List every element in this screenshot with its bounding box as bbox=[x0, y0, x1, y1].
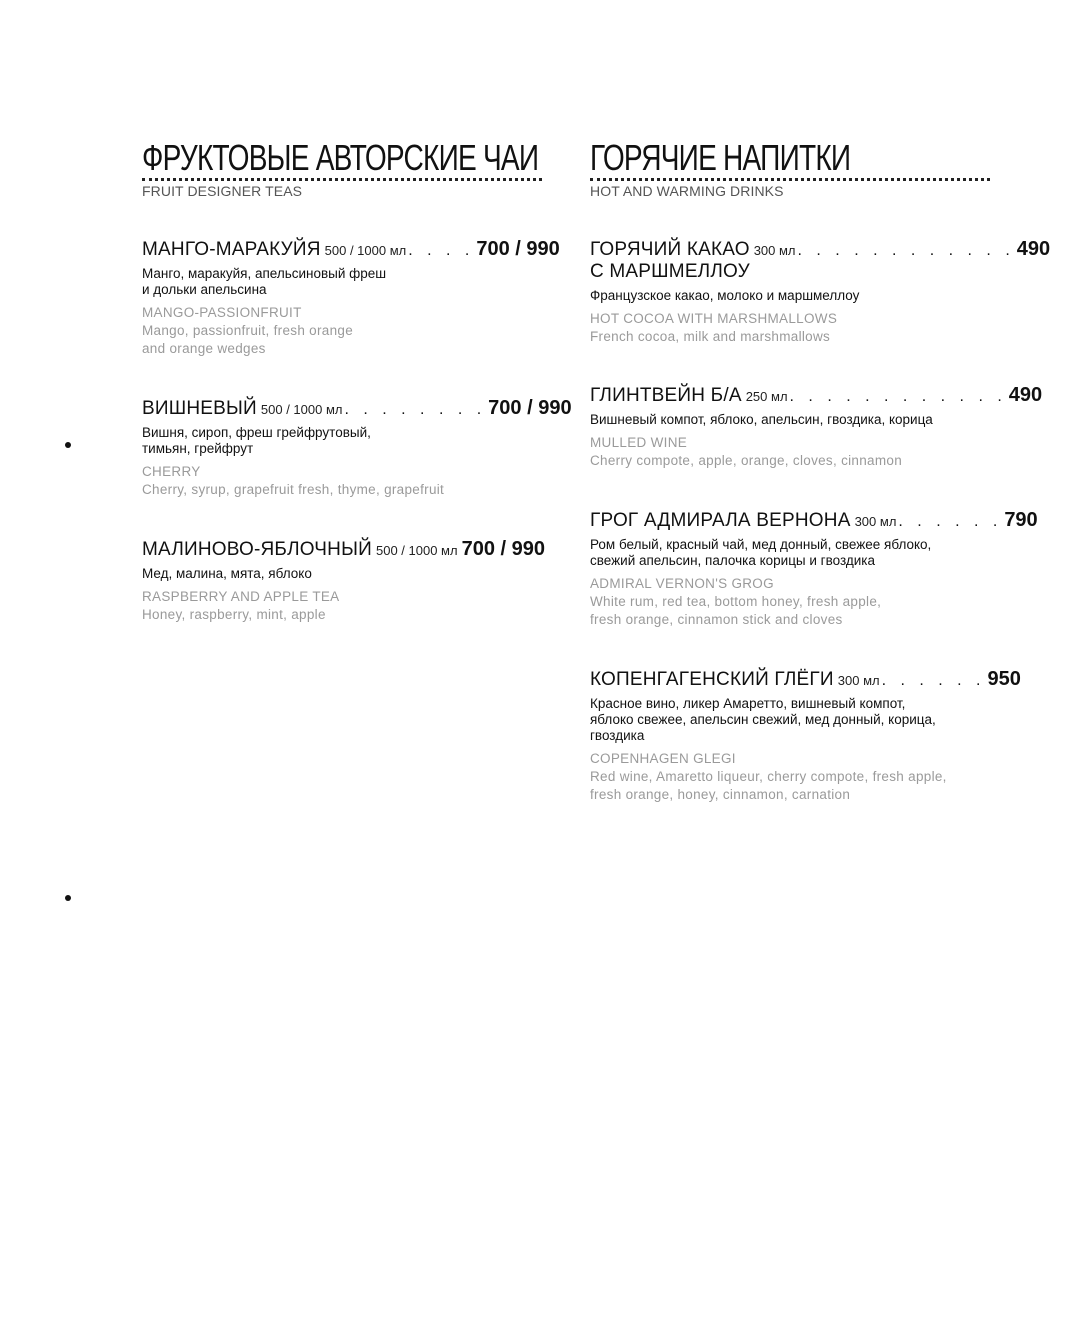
menu-item-header bbox=[590, 384, 1043, 407]
dot-leader: . . . . . . bbox=[898, 513, 1003, 530]
menu-item-volume: 300 мл bbox=[837, 673, 880, 688]
menu-item-english-name: MULLED WINE bbox=[590, 435, 688, 450]
description-line: Красное вино, ликер Амаретто, вишневый компот, bbox=[590, 696, 906, 711]
menu-item-english-name: ADMIRAL VERNON'S GROG bbox=[590, 576, 774, 591]
menu-item-name: МАЛИНОВО-ЯБЛОЧНЫЙ bbox=[142, 539, 372, 560]
menu-item-english-name: CHERRY bbox=[142, 464, 201, 479]
menu-item-price: 950 bbox=[987, 668, 1021, 690]
menu-item-name: ГОРЯЧИЙ КАКАО bbox=[590, 239, 750, 260]
description-line: Манго, маракуйя, апельсиновый фреш bbox=[142, 266, 387, 281]
menu-item-price: 700 / 990 bbox=[488, 397, 572, 419]
section-subtitle: FRUIT DESIGNER TEAS bbox=[142, 183, 303, 199]
description-line: Вишневый компот, яблоко, апельсин, гвоздика, корица bbox=[590, 412, 933, 427]
description-line: яблоко свежее, апельсин свежий, мед донный, корица, bbox=[590, 712, 936, 727]
dot-leader: . . . . . . . . bbox=[344, 401, 487, 418]
menu-item-name: ГЛИНТВЕЙН Б/А bbox=[590, 385, 742, 406]
menu-item-volume: 250 мл bbox=[745, 389, 788, 404]
menu-item-description bbox=[142, 566, 545, 582]
menu-item-name-continued: С МАРШМЕЛЛОУ bbox=[590, 261, 750, 282]
dotted-divider bbox=[142, 178, 542, 181]
menu-item-description bbox=[590, 412, 993, 428]
menu-item-description bbox=[590, 537, 993, 569]
menu-item bbox=[142, 538, 545, 624]
dotted-divider bbox=[590, 178, 990, 181]
menu-item bbox=[590, 384, 1043, 470]
menu-item-english-description bbox=[142, 322, 545, 358]
menu-item-header bbox=[590, 238, 1051, 261]
dot-leader: . . . . . . . . . . . . bbox=[789, 388, 1007, 405]
english-line: Red wine, Amaretto liqueur, cherry compote, fresh apple, bbox=[590, 769, 947, 784]
hot-drinks-section bbox=[590, 137, 1051, 802]
dot-leader: . . . . . . . . . . . . bbox=[797, 242, 1015, 259]
english-line: Honey, raspberry, mint, apple bbox=[142, 607, 326, 622]
menu-item-price: 490 bbox=[1016, 238, 1051, 260]
dot-leader: . . . . bbox=[408, 242, 475, 259]
english-line: Cherry, syrup, grapefruit fresh, thyme, grapefruit bbox=[142, 482, 445, 497]
section-title: ФРУКТОВЫЕ АВТОРСКИЕ ЧАИ bbox=[142, 137, 539, 178]
menu-item-english-name: HOT COCOA WITH MARSHMALLOWS bbox=[590, 311, 838, 326]
menu-item-header bbox=[590, 509, 1038, 532]
menu-item bbox=[590, 509, 1038, 629]
english-line: Cherry compote, apple, orange, cloves, cinnamon bbox=[590, 453, 903, 468]
menu-item-english-description bbox=[142, 481, 545, 499]
menu-item bbox=[590, 238, 1051, 346]
description-line: гвоздика bbox=[590, 728, 645, 743]
description-line: и дольки апельсина bbox=[142, 282, 267, 297]
menu-item-description bbox=[590, 696, 993, 744]
menu-item-english-description bbox=[590, 452, 993, 470]
english-line: White rum, red tea, bottom honey, fresh apple, bbox=[590, 594, 882, 609]
menu-item-price: 490 bbox=[1008, 384, 1043, 406]
menu-item bbox=[590, 668, 1021, 804]
fruit-teas-section bbox=[142, 137, 572, 622]
menu-item-price: 790 bbox=[1004, 509, 1038, 531]
menu-item bbox=[142, 238, 560, 358]
description-line: Вишня, сироп, фреш грейфрутовый, bbox=[142, 425, 371, 440]
description-line: Ром белый, красный чай, мед донный, свежее яблоко, bbox=[590, 537, 932, 552]
menu-item-description bbox=[142, 266, 545, 298]
english-line: French cocoa, milk and marshmallows bbox=[590, 329, 831, 344]
description-line: Мед, малина, мята, яблоко bbox=[142, 566, 312, 581]
dot-leader: . . . . . . bbox=[881, 672, 986, 689]
menu-item-english-name: MANGO-PASSIONFRUIT bbox=[142, 305, 302, 320]
menu-item-header bbox=[142, 538, 545, 561]
menu-item-volume: 500 / 1000 мл bbox=[375, 543, 458, 558]
menu-item-name: ВИШНЕВЫЙ bbox=[142, 398, 257, 419]
menu-item-english-description bbox=[590, 593, 993, 629]
menu-item-english-name: RASPBERRY AND APPLE TEA bbox=[142, 589, 340, 604]
menu-item-name: МАНГО-МАРАКУЙЯ bbox=[142, 239, 321, 260]
english-line: Mango, passionfruit, fresh orange bbox=[142, 323, 354, 338]
menu-item-name: ГРОГ АДМИРАЛА ВЕРНОНА bbox=[590, 510, 851, 531]
section-subtitle: HOT AND WARMING DRINKS bbox=[590, 183, 784, 199]
menu-item-price: 700 / 990 bbox=[476, 238, 560, 260]
menu-item-volume: 500 / 1000 мл bbox=[260, 402, 343, 417]
menu-item-description bbox=[142, 425, 545, 457]
menu-item-header bbox=[590, 668, 1021, 691]
english-line: and orange wedges bbox=[142, 341, 266, 356]
menu-item-price: 700 / 990 bbox=[461, 538, 545, 560]
menu-item-english-description bbox=[142, 606, 545, 624]
menu-item-description bbox=[590, 288, 993, 304]
menu-item-volume: 500 / 1000 мл bbox=[324, 243, 407, 258]
english-line: fresh orange, honey, cinnamon, carnation bbox=[590, 787, 851, 802]
menu-item-volume: 300 мл bbox=[854, 514, 897, 529]
menu-item-volume: 300 мл bbox=[753, 243, 796, 258]
english-line: fresh orange, cinnamon stick and cloves bbox=[590, 612, 843, 627]
menu-item-english-name: COPENHAGEN GLEGI bbox=[590, 751, 736, 766]
menu-item-name: КОПЕНГАГЕНСКИЙ ГЛЁГИ bbox=[590, 669, 834, 690]
menu-item-english-description bbox=[590, 328, 993, 346]
description-line: тимьян, грейфрут bbox=[142, 441, 254, 456]
description-line: свежий апельсин, палочка корицы и гвоздика bbox=[590, 553, 875, 568]
bullet-dot bbox=[65, 442, 71, 448]
menu-item-english-description bbox=[590, 768, 993, 804]
bullet-dot bbox=[65, 895, 71, 901]
description-line: Французское какао, молоко и маршмеллоу bbox=[590, 288, 860, 303]
menu-item-header bbox=[142, 238, 560, 261]
menu-item-header bbox=[142, 397, 572, 420]
section-title: ГОРЯЧИЕ НАПИТКИ bbox=[590, 137, 851, 178]
menu-item bbox=[142, 397, 572, 499]
